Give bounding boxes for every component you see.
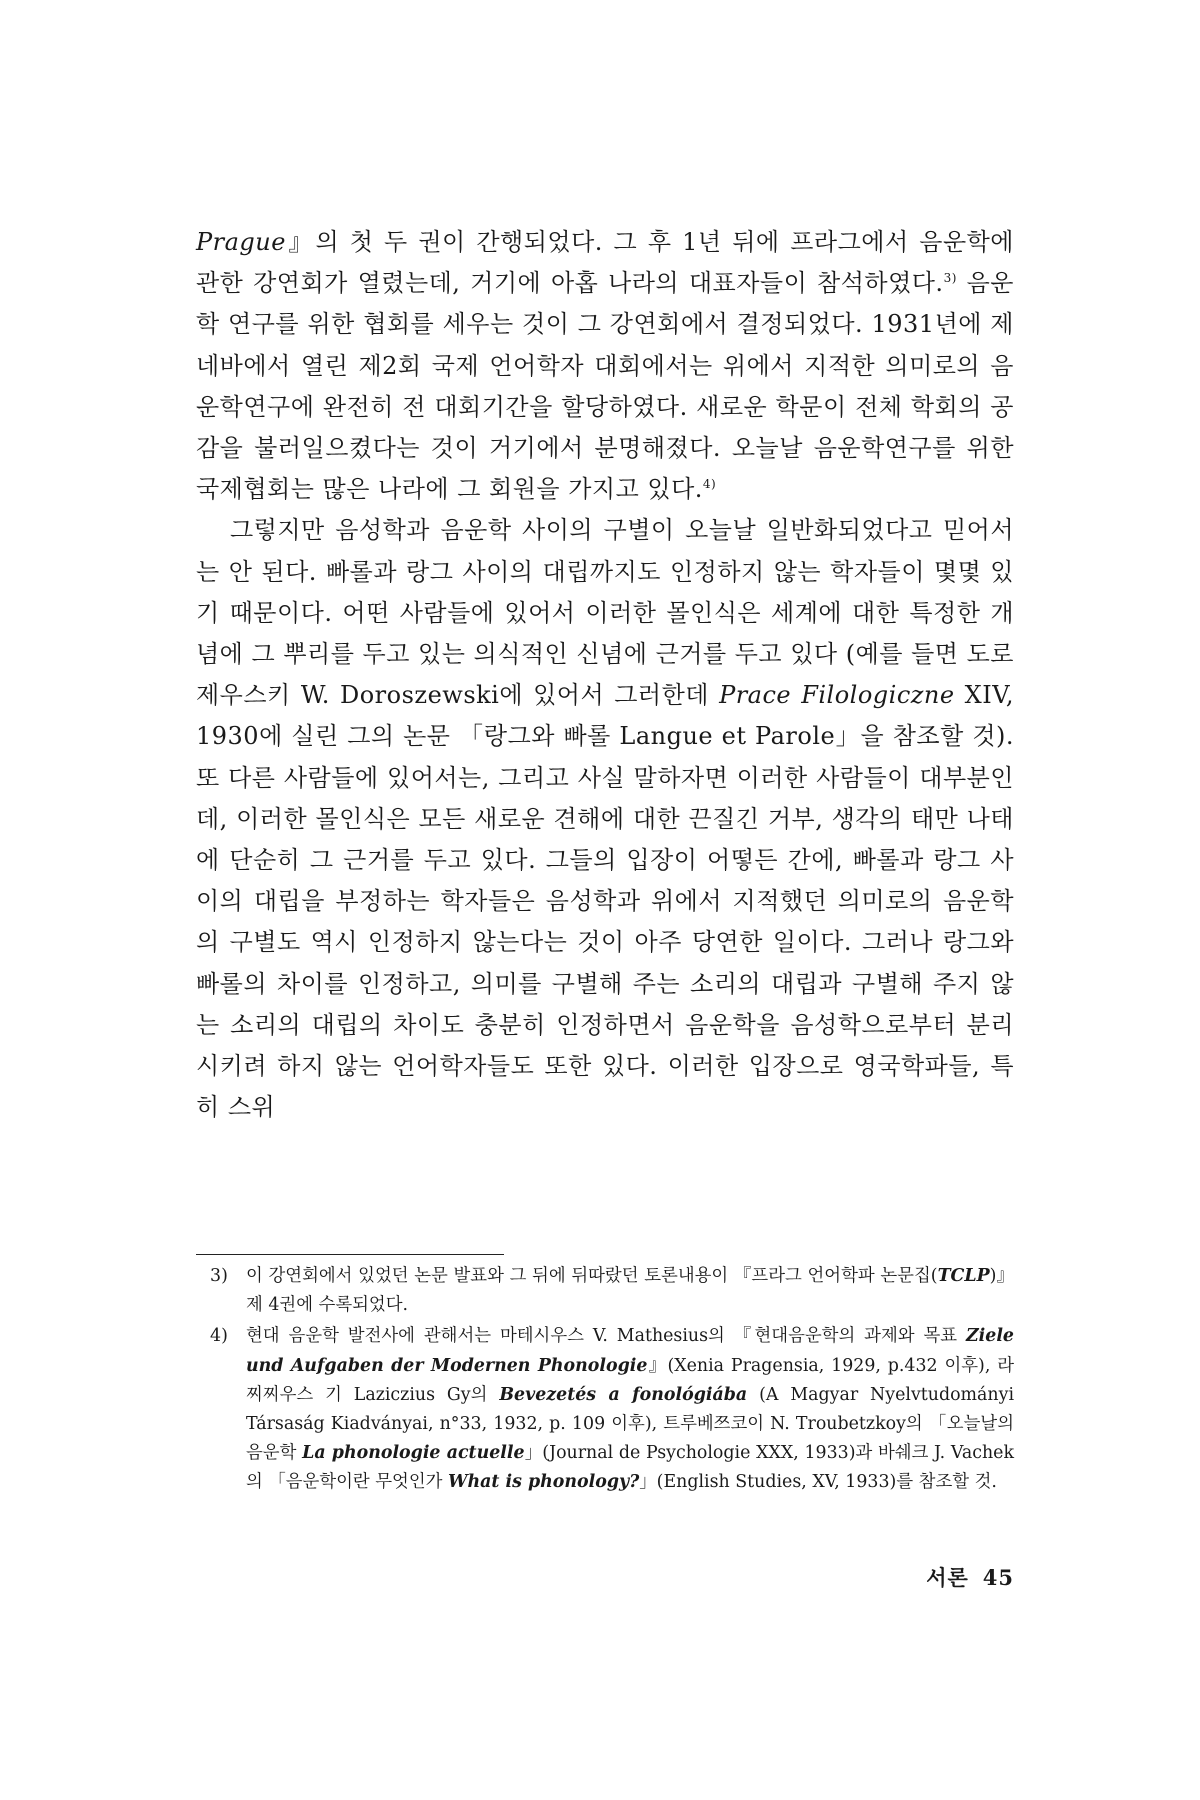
page-number: 45 (982, 1565, 1014, 1590)
footnote-italic: Ziele und Aufgaben der Modernen Phonologie (246, 1326, 1014, 1376)
text-run: 그렇지만 음성학과 음운학 사이의 구별이 오늘날 일반화되었다고 믿어서는 안 된다. 빠롤과 랑그 사이의 대립까지도 인정하지 않는 학자들이 몇몇 있기 때문이다. 어떤 사람들에 있어서 이러한 몰인식은 세계에 대한 특정한 개념에 그 뿌리를 두고 있는 의식적인 신념에 근거를 두고 있다 (예를 들면 도로제우스키 W. Doroszewski에 있어서 그러한데 (196, 516, 1014, 710)
footnote-italic: Bevezetés a fonológiába (499, 1384, 748, 1405)
footnote-ref-3: 3) (943, 271, 957, 286)
footnote-italic: TCLP (937, 1266, 990, 1286)
footnote-italic: La phonologie actuelle (302, 1443, 525, 1464)
section-label: 서론 (926, 1565, 969, 1590)
footnote-text: 」(Journal de Psychologie XXX, 1933)과 바쉐크 J. Vachek의 「음운학이란 무엇인가 (246, 1443, 1014, 1493)
footnotes (210, 1262, 1014, 1500)
footnote-number: 4) (210, 1326, 228, 1347)
footnote-text: (A Magyar Nyelvtudományi Társaság Kiadványai, n°33, 1932, p. 109 이후), 트루베쯔코이 N. Troubetzkoy의 「오늘날의 음운학 (246, 1384, 1014, 1464)
footnote-number: 3) (210, 1266, 228, 1286)
text-run: 』의 첫 두 권이 간행되었다. 그 후 1년 뒤에 프라그에서 음운학에 관한 강연회가 열렸는데, 거기에 아홉 나라의 대표자들이 참석하였다. (196, 228, 1014, 298)
running-footer (900, 1562, 1014, 1592)
italic-title: Prague (196, 228, 286, 256)
italic-journal: Prace Filologiczne (719, 681, 955, 710)
paragraph-2 (196, 510, 1014, 1128)
footnote-3 (210, 1262, 1014, 1320)
text-run: XIV, 1930에 실린 그의 논문 「랑그와 빠롤 Langue et Parole」을 참조할 것). 또 다른 사람들에 있어서는, 그리고 사실 말하자면 이러한 사람들이 대부분인데, 이러한 몰인식은 모든 새로운 견해에 대한 끈질긴 거부, 생각의 태만 나태에 단순히 그 근거를 두고 있다. 그들의 입장이 어떻든 간에, 빠롤과 랑그 사이의 대립을 부정하는 학자들은 음성학과 위에서 지적했던 의미로의 음운학의 구별도 역시 인정하지 않는다는 것이 아주 당연한 일이다. 그러나 랑그와 빠롤의 차이를 인정하고, 의미를 구별해 주는 소리의 대립과 구별해 주지 않는 소리의 대립의 차이도 충분히 인정하면서 음운학을 음성학으로부터 분리시키려 하지 않는 언어학자들도 또한 있다. 이러한 입장으로 영국학파들, 특히 스위 (196, 681, 1014, 1122)
footnote-text: 현대 음운학 발전사에 관해서는 마테시우스 V. Mathesius의 『현대음운학의 과제와 목표 (246, 1326, 966, 1347)
footnote-text: 」(English Studies, XV, 1933)를 참조할 것. (639, 1472, 997, 1493)
paragraph-1 (196, 222, 1014, 510)
footnote-divider (196, 1254, 504, 1255)
footnote-ref-4: 4) (702, 477, 717, 492)
text-run: 음운학 연구를 위한 협회를 세우는 것이 그 강연회에서 결정되었다. 1931년에 제네바에서 열린 제2회 국제 언어학자 대회에서는 위에서 지적한 의미로의 음운학연구에 완전히 전 대회기간을 할당하였다. 새로운 학문이 전체 학회의 공감을 불러일으켰다는 것이 거기에서 분명해졌다. 오늘날 음운학연구를 위한 국제협회는 많은 나라에 그 회원을 가지고 있다. (196, 269, 1014, 504)
footnote-4 (210, 1322, 1014, 1497)
footnote-text: 이 강연회에서 있었던 논문 발표와 그 뒤에 뒤따랐던 토론내용이 『프라그 언어학파 논문집( (246, 1266, 938, 1286)
main-text (196, 222, 1014, 1128)
footnote-text: 』(Xenia Pragensia, 1929, p.432 이후), 라찌찌우스 기 Laziczius Gy의 (246, 1355, 1015, 1405)
footnote-text: )』 제 4권에 수록되었다. (246, 1266, 1014, 1316)
footnote-italic: What is phonology? (447, 1472, 640, 1493)
